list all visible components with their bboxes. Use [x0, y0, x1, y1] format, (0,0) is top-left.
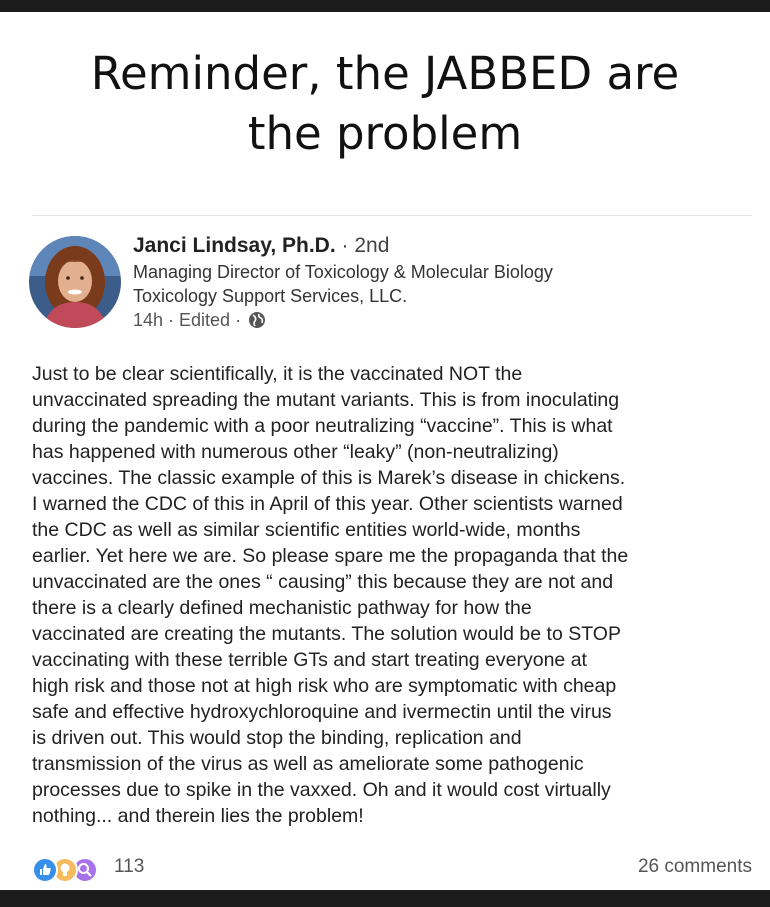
author-line: [133, 232, 753, 260]
screenshot-frame: [0, 12, 770, 890]
comments-count[interactable]: 26 comments: [637, 856, 752, 877]
author-company: Toxicology Support Services, LLC.: [133, 286, 408, 306]
like-icon: [32, 857, 58, 883]
divider: [32, 215, 752, 216]
caption-line-1: Reminder, the JABBED are: [90, 47, 680, 100]
post-text: Just to be clear scientifically, it is the vaccinated NOT the unvaccinated spreading the mutant variants. This is from inoculating during the pandemic with a poor neutralizing “vaccine”. This is what has happened with numerous other “leaky” (non-neutralizing) vaccines. The classic example of this is Marek’s disease in chickens. I warned the CDC of this in April of this year. Other scientists warned the CDC as well as similar scientific entities world-wide, months earlier. Yet here we are. So please spare me the propaganda that the unvaccinated are the ones “ causing” this because they are not and there is a clearly defined mechanistic pathway for how the vaccinated are creating the mutants. The solution would be to STOP vaccinating with these terrible GTs and start treating everyone at high risk and those not at high risk who are symptomatic with cheap safe and effective hydroxychloroquine and ivermectin until the virus is driven out. This would stop the binding, replication and transmission of the virus as well as ameliorate some pathogenic processes due to spike in the vaxxed. Oh and it would cost virtually nothing... and therein lies the problem!: [32, 363, 629, 827]
post-header: [133, 232, 753, 335]
caption-line-2: the problem: [247, 107, 523, 160]
meme-caption: [0, 44, 770, 164]
author-title: Managing Director of Toxicology & Molecular Biology: [133, 262, 553, 282]
avatar-photo: [29, 236, 121, 328]
reaction-count[interactable]: 113: [114, 856, 145, 877]
globe-icon: [248, 311, 266, 335]
avatar[interactable]: [29, 236, 121, 328]
post-footer: [32, 854, 752, 882]
connection-degree: · 2nd: [335, 234, 390, 257]
post-timestamp: 14h · Edited ·: [133, 310, 247, 330]
post-meta: [133, 308, 753, 335]
author-name[interactable]: Janci Lindsay, Ph.D.: [133, 234, 336, 257]
